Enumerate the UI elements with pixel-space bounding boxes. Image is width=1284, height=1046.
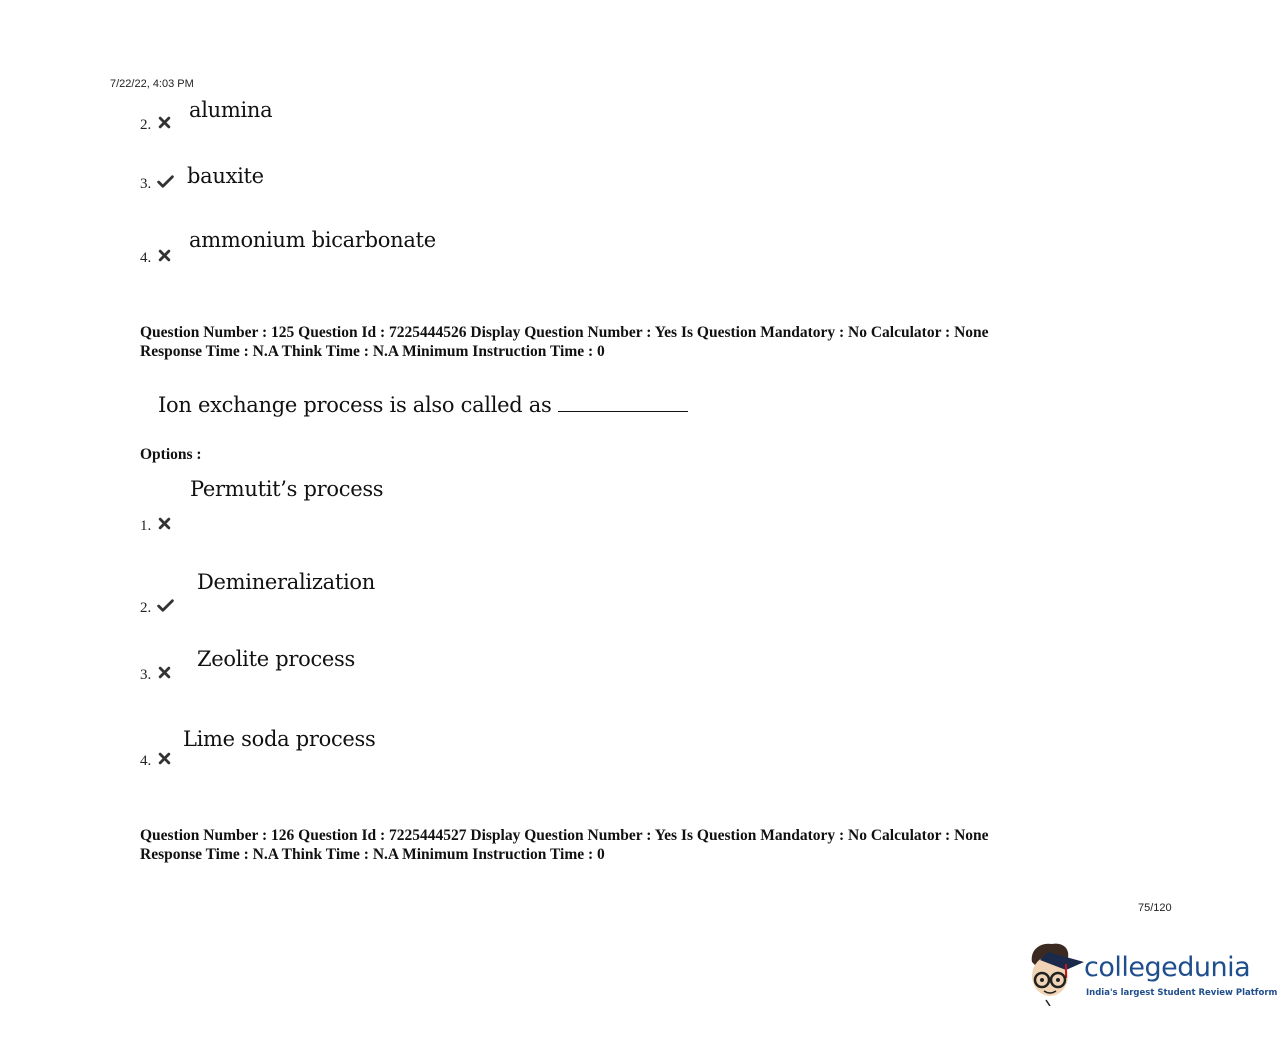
option-number: 3. xyxy=(140,176,152,192)
timestamp: 7/22/22, 4:03 PM xyxy=(110,78,194,90)
question-meta-line1: Question Number : 125 Question Id : 7225444526 Display Question Number : Yes Is Question Mandatory : No Calculator : None xyxy=(140,324,989,341)
option-text: Demineralization xyxy=(197,570,375,594)
option-text: Lime soda process xyxy=(183,727,376,751)
options-label: Options : xyxy=(140,446,202,463)
option-number: 3. xyxy=(140,667,152,683)
logo-tagline: India's largest Student Review Platform xyxy=(1086,988,1278,998)
cross-icon xyxy=(158,666,171,679)
option-number: 4. xyxy=(140,250,152,266)
cross-icon xyxy=(158,517,171,530)
answer-blank xyxy=(558,391,688,412)
collegedunia-logo xyxy=(1022,938,1278,1010)
question-meta-line2: Response Time : N.A Think Time : N.A Minimum Instruction Time : 0 xyxy=(140,846,605,863)
option-number: 4. xyxy=(140,753,152,769)
option-text: Permutit’s process xyxy=(190,477,384,501)
check-icon xyxy=(157,599,174,612)
question-stem: Ion exchange process is also called as xyxy=(158,393,552,417)
question-meta-line1: Question Number : 126 Question Id : 7225444527 Display Question Number : Yes Is Question Mandatory : No Calculator : None xyxy=(140,827,989,844)
cross-icon xyxy=(158,249,171,262)
option-number: 1. xyxy=(140,518,152,534)
logo-brand: collegedunia xyxy=(1084,952,1251,983)
option-text: alumina xyxy=(189,98,273,122)
question-text xyxy=(158,391,688,417)
option-text: bauxite xyxy=(187,164,264,188)
mascot-icon xyxy=(1026,940,1088,1006)
cross-icon xyxy=(158,116,171,129)
option-text: ammonium bicarbonate xyxy=(189,228,436,252)
option-number: 2. xyxy=(140,600,152,616)
option-text: Zeolite process xyxy=(197,647,356,671)
option-number: 2. xyxy=(140,117,152,133)
cross-icon xyxy=(158,752,171,765)
page-number: 75/120 xyxy=(1138,902,1172,914)
check-icon xyxy=(157,175,174,188)
question-meta-line2: Response Time : N.A Think Time : N.A Minimum Instruction Time : 0 xyxy=(140,343,605,360)
